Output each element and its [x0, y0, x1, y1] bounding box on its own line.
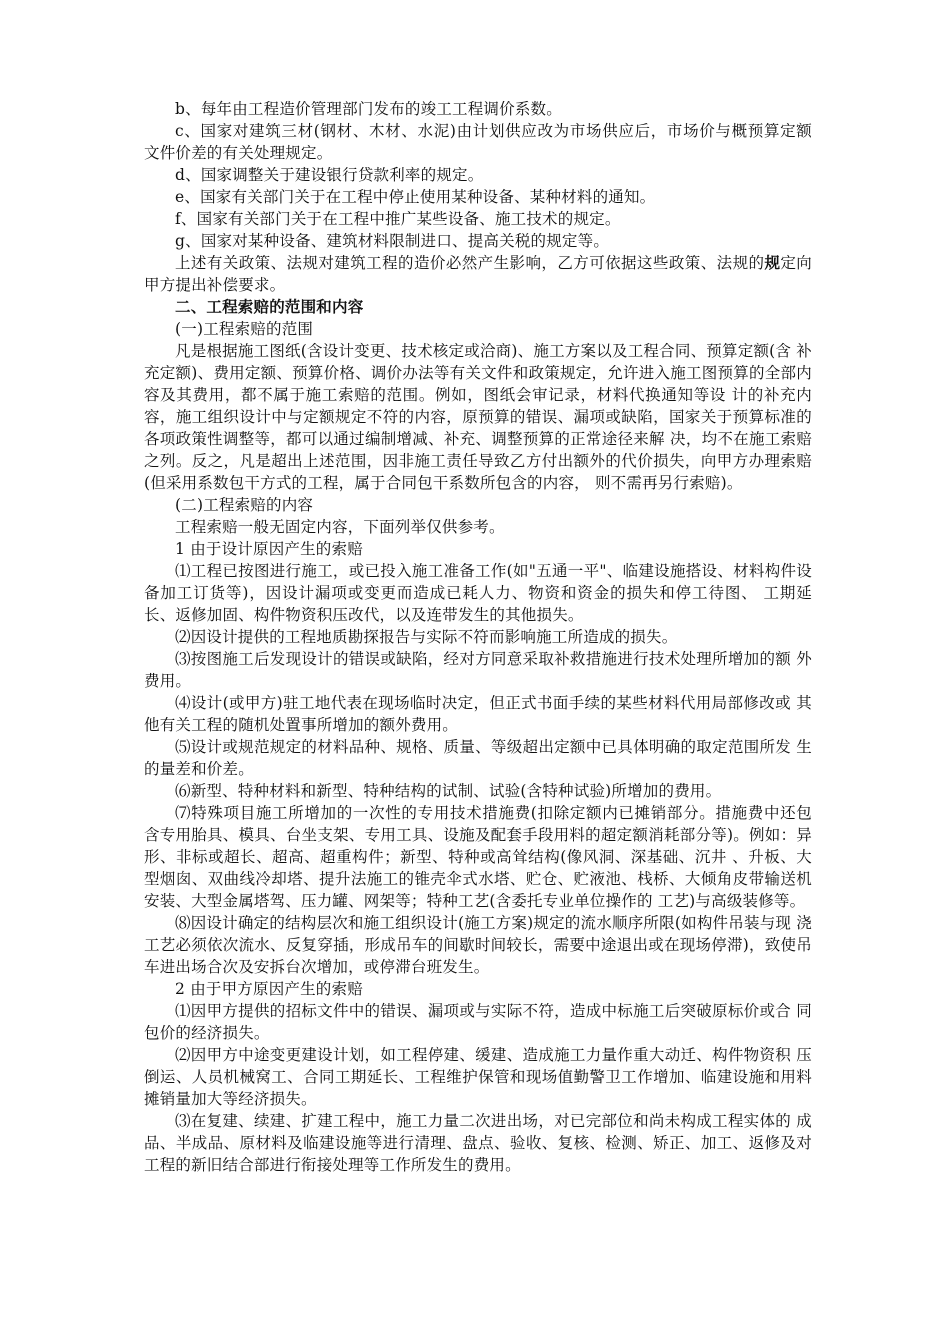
category-2-title: 2 由于甲方原因产生的索赔 [175, 980, 363, 998]
category-1-item-7: ⑺特殊项目施工所增加的一次性的专用技术措施费(扣除定额内已摊销部分。措施费中还包 含专用胎具、模具、台坐支架、专用工具、设施及配套手段用料的超定额消耗部分等)。例如：异形、非标或超长、超高、超重构件；新型、特种或高耸结构(像风洞、深基础、沉井 、升板、大型烟囱、双曲线冷却塔、提升法施工的锥壳伞式水塔、贮仓、贮液池、栈桥、大倾角皮带输送机安装、大型金属塔驾、压力罐、网架等；特种工艺(含委托专业单位操作的 工艺)与高级装修等。 [144, 804, 812, 910]
category-2-item-3: ⑶在复建、续建、扩建工程中，施工力量二次进出场，对已完部位和尚未构成工程实体的 成品、半成品、原材料及临建设施等进行清理、盘点、验收、复核、检测、矫正、加工、返修及对工程的新旧结合部进行衔接处理等工作所发生的费用。 [144, 1112, 812, 1174]
category-1-item-4: ⑷设计(或甲方)驻工地代表在现场临时决定，但正式书面手续的某些材料代用局部修改或 其他有关工程的随机处置事所增加的额外费用。 [144, 694, 812, 734]
subsection-content-title: (二)工程索赔的内容 [175, 496, 314, 514]
category-1-item-2: ⑵因设计提供的工程地质勘探报告与实际不符而影响施工所造成的损失。 [175, 628, 678, 646]
item-b: b、每年由工程造价管理部门发布的竣工工程调价系数。 [175, 100, 562, 118]
summary-text-end: 定向 甲方提出补偿要求。 [144, 254, 813, 294]
item-c: c、国家对建筑三材(钢材、木材、水泥)由计划供应改为市场供应后，市场价与概预算定额 文件价差的有关处理规定。 [144, 122, 812, 162]
category-1-item-6: ⑹新型、特种材料和新型、特种结构的试制、试验(含特种试验)所增加的费用。 [175, 782, 722, 800]
section-heading-2: 二、工程索赔的范围和内容 [175, 297, 364, 316]
category-1-item-8: ⑻因设计确定的结构层次和施工组织设计(施工方案)规定的流水顺序所限(如构件吊装与现 浇工艺必须依次流水、反复穿插，形成吊车的间歇时间较长，需要中途退出或在现场停滞)，致使吊车进出场合次及安拆台次增加，或停滞台班发生。 [144, 914, 812, 976]
category-1-item-3: ⑶按图施工后发现设计的错误或缺陷，经对方同意采取补救措施进行技术处理所增加的额 外费用。 [144, 650, 812, 690]
content-intro: 工程索赔一般无固定内容，下面列举仅供参考。 [175, 518, 505, 536]
subsection-scope-title: (一)工程索赔的范围 [175, 320, 314, 338]
document-page [144, 98, 812, 1176]
category-1-item-1: ⑴工程已按图进行施工，或已投入施工准备工作(如"五通一平"、临建设施搭设、材料构件设备加工订货等)，因设计漏项或变更而造成已耗人力、物资和资金的损失和停工待图、 工期延长、返修加固、构件物资积压改代，以及连带发生的其他损失。 [144, 562, 812, 624]
category-2-item-2: ⑵因甲方中途变更建设计划，如工程停建、缓建、造成施工力量作重大动迁、构件物资积 压倒运、人员机械窝工、合同工期延长、工程维护保管和现场值勤警卫工作增加、临建设施和用料摊销量加大等经济损失。 [144, 1046, 812, 1108]
item-g: g、国家对某种设备、建筑材料限制进口、提高关税的规定等。 [175, 232, 610, 250]
category-2-item-1: ⑴因甲方提供的招标文件中的错误、漏项或与实际不符，造成中标施工后突破原标价或合 同包价的经济损失。 [144, 1002, 812, 1042]
item-e: e、国家有关部门关于在工程中停止使用某种设备、某种材料的通知。 [175, 188, 656, 206]
summary-text-start: 上述有关政策、法规对建筑工程的造价必然产生影响，乙方可依据这些政策、法规的 [175, 254, 765, 272]
item-f: f、国家有关部门关于在工程中推广某些设备、施工技术的规定。 [175, 210, 621, 228]
summary-paragraph [144, 252, 812, 296]
category-1-title: 1 由于设计原因产生的索赔 [175, 540, 363, 558]
category-1-item-5: ⑸设计或规范规定的材料品种、规格、质量、等级超出定额中已具体明确的取定范围所发 生的量差和价差。 [144, 738, 812, 778]
summary-bold-char: 规 [764, 253, 781, 272]
scope-paragraph: 凡是根据施工图纸(含设计变更、技术核定或洽商)、施工方案以及工程合同、预算定额(含 补充定额)、费用定额、预算价格、调价办法等有关文件和政策规定，允许进入施工图预算的全部内容及其费用，都不属于施工索赔的范围。例如，图纸会审记录，材料代换通知等设 计的补充内容，施工组织设计中与定额规定不符的内容，原预算的错误、漏项或缺陷，国家关于预算标准的各项政策性调整等，都可以通过编制增减、补充、调整预算的正常途径来解 决，均不在施工索赔之列。反之，凡是超出上述范围，因非施工责任导致乙方付出额外的代价损失，向甲方办理索赔(但采用系数包干方式的工程，属于合同包干系数所包含的内容， 则不需再另行索赔)。 [144, 342, 812, 492]
item-d: d、国家调整关于建设银行贷款利率的规定。 [175, 166, 484, 184]
